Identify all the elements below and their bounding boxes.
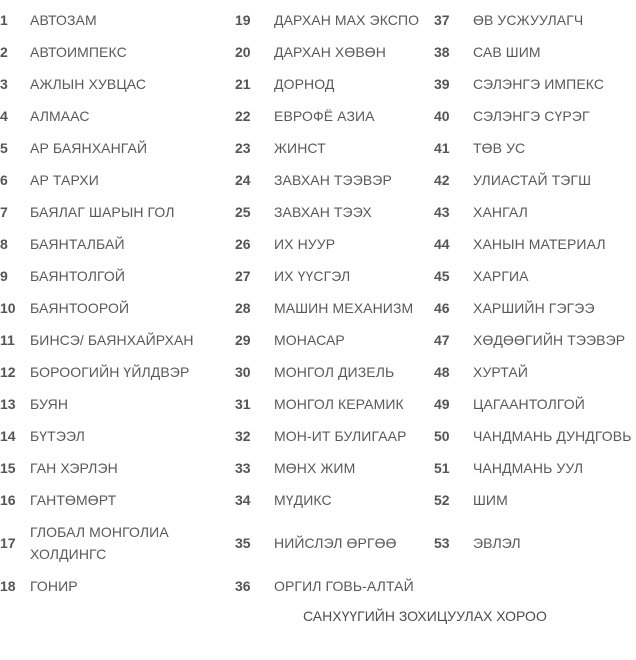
company-name: НИЙСЛЭЛ ӨРГӨӨ	[274, 535, 397, 551]
company-name: БАЯНТАЛБАЙ	[30, 236, 125, 252]
row-number: 17	[0, 535, 16, 551]
company-name: БИНСЭ/ БАЯНХАЙРХАН	[30, 332, 194, 348]
company-name: БАЯНТООРОЙ	[30, 300, 130, 316]
row-number: 5	[0, 140, 8, 156]
row-number: 1	[0, 12, 8, 28]
company-name: МОНГОЛ ДИЗЕЛЬ	[274, 364, 395, 380]
table-row	[0, 570, 634, 602]
row-number: 26	[235, 236, 251, 252]
row-number	[434, 570, 473, 602]
company-name: МОНАСАР	[274, 332, 345, 348]
company-table	[0, 4, 634, 602]
row-number: 48	[434, 364, 450, 380]
table-row	[0, 196, 634, 228]
company-name: ГЛОБАЛ МОНГОЛИА ХОЛДИНГС	[30, 524, 169, 562]
row-number: 16	[0, 492, 16, 508]
company-name: ОРГИЛ ГОВЬ-АЛТАЙ	[274, 578, 414, 594]
row-number: 20	[235, 44, 251, 60]
row-number: 9	[0, 268, 8, 284]
company-name: УЛИАСТАЙ ТЭГШ	[473, 172, 592, 188]
company-name: ГАНТӨМӨРТ	[30, 492, 117, 508]
row-number: 25	[235, 204, 251, 220]
company-name: ХАНГАЛ	[473, 204, 528, 220]
row-number: 51	[434, 460, 450, 476]
company-name: АР БАЯНХАНГАЙ	[30, 140, 148, 156]
row-number: 50	[434, 428, 450, 444]
company-name: ГОНИР	[30, 578, 78, 594]
company-name: МӨНХ ЖИМ	[274, 460, 356, 476]
company-name: ТӨВ УС	[473, 140, 526, 156]
row-number: 10	[0, 300, 16, 316]
footer-organization: САНХҮҮГИЙН ЗОХИЦУУЛАХ ХОРОО	[303, 608, 547, 624]
row-number: 46	[434, 300, 450, 316]
company-name: ДАРХАН ХӨВӨН	[274, 44, 386, 60]
company-name: ЦАГААНТОЛГОЙ	[473, 396, 585, 412]
row-number: 28	[235, 300, 251, 316]
row-number: 18	[0, 578, 16, 594]
company-name: АР ТАРХИ	[30, 172, 99, 188]
row-number: 23	[235, 140, 251, 156]
row-number: 3	[0, 76, 8, 92]
row-number: 39	[434, 76, 450, 92]
row-number: 19	[235, 12, 251, 28]
row-number: 35	[235, 535, 251, 551]
company-name: АВТОЗАМ	[30, 12, 97, 28]
row-number: 11	[0, 332, 15, 348]
company-name: ЧАНДМАНЬ УУЛ	[473, 460, 584, 476]
table-row	[0, 4, 634, 36]
row-number: 30	[235, 364, 251, 380]
company-name: СЭЛЭНГЭ СҮРЭГ	[473, 108, 590, 124]
company-name: САВ ШИМ	[473, 44, 541, 60]
table-row	[0, 36, 634, 68]
row-number: 27	[235, 268, 251, 284]
table-row	[0, 324, 634, 356]
company-name: ХАНЫН МАТЕРИАЛ	[473, 236, 606, 252]
table-row	[0, 452, 634, 484]
company-name	[473, 570, 634, 602]
company-name: ИХ НУУР	[274, 236, 336, 252]
table-row	[0, 388, 634, 420]
company-name: ХАРГИА	[473, 268, 529, 284]
table-row	[0, 484, 634, 516]
company-name: БАЯНТОЛГОЙ	[30, 268, 126, 284]
row-number: 37	[434, 12, 450, 28]
row-number: 22	[235, 108, 251, 124]
company-name: ИХ ҮҮСГЭЛ	[274, 268, 351, 284]
company-name: СЭЛЭНГЭ ИМПЕКС	[473, 76, 605, 92]
row-number: 36	[235, 578, 251, 594]
company-name: ГАН ХЭРЛЭН	[30, 460, 118, 476]
row-number: 38	[434, 44, 450, 60]
row-number: 47	[434, 332, 450, 348]
row-number: 24	[235, 172, 251, 188]
row-number: 14	[0, 428, 16, 444]
row-number: 45	[434, 268, 450, 284]
row-number: 41	[434, 140, 450, 156]
row-number: 53	[434, 535, 450, 551]
table-row	[0, 356, 634, 388]
company-name: ДОРНОД	[274, 76, 335, 92]
table-row	[0, 516, 634, 570]
company-name: ЧАНДМАНЬ ДУНДГОВЬ	[473, 428, 632, 444]
row-number: 32	[235, 428, 251, 444]
row-number: 52	[434, 492, 450, 508]
company-name: БУЯН	[30, 396, 69, 412]
company-name: МОНГОЛ КЕРАМИК	[274, 396, 404, 412]
company-name: ХАРШИЙН ГЭГЭЭ	[473, 300, 595, 316]
company-name: БАЯЛАГ ШАРЫН ГОЛ	[30, 204, 175, 220]
company-name: ЗАВХАН ТЭЭХ	[274, 204, 372, 220]
company-name: ЖИНСТ	[274, 140, 326, 156]
row-number: 8	[0, 236, 8, 252]
row-number: 21	[235, 76, 251, 92]
company-name: ЕВРОФЁ АЗИА	[274, 108, 375, 124]
company-name: АЖЛЫН ХУВЦАС	[30, 76, 147, 92]
row-number: 15	[0, 460, 16, 476]
company-name: ЭВЛЭЛ	[473, 535, 521, 551]
company-name: МҮДИКС	[274, 492, 332, 508]
table-row	[0, 132, 634, 164]
company-name: ДАРХАН МАХ ЭКСПО	[274, 12, 420, 28]
company-name: АЛМААС	[30, 108, 90, 124]
table-row	[0, 164, 634, 196]
row-number: 13	[0, 396, 16, 412]
company-name: МОН-ИТ БУЛИГААР	[274, 428, 407, 444]
row-number: 6	[0, 172, 8, 188]
company-name: БОРООГИЙН ҮЙЛДВЭР	[30, 364, 190, 380]
row-number: 29	[235, 332, 251, 348]
company-name: ШИМ	[473, 492, 508, 508]
company-name: ХУРТАЙ	[473, 364, 529, 380]
table-row	[0, 100, 634, 132]
table-row	[0, 420, 634, 452]
row-number: 40	[434, 108, 450, 124]
table-row	[0, 228, 634, 260]
row-number: 34	[235, 492, 251, 508]
row-number: 44	[434, 236, 450, 252]
row-number: 4	[0, 108, 8, 124]
company-name: ӨВ УСЖУУЛАГЧ	[473, 12, 584, 28]
company-name: ЗАВХАН ТЭЭВЭР	[274, 172, 392, 188]
table-row	[0, 68, 634, 100]
table-row	[0, 260, 634, 292]
company-name: ХӨДӨӨГИЙН ТЭЭВЭР	[473, 332, 626, 348]
company-name: АВТОИМПЕКС	[30, 44, 127, 60]
company-name: БҮТЭЭЛ	[30, 428, 85, 444]
row-number: 33	[235, 460, 251, 476]
row-number: 43	[434, 204, 450, 220]
table-row	[0, 292, 634, 324]
row-number: 42	[434, 172, 450, 188]
row-number: 12	[0, 364, 16, 380]
row-number: 2	[0, 44, 8, 60]
company-name: МАШИН МЕХАНИЗМ	[274, 300, 414, 316]
row-number: 31	[235, 396, 251, 412]
row-number: 49	[434, 396, 450, 412]
row-number: 7	[0, 204, 8, 220]
